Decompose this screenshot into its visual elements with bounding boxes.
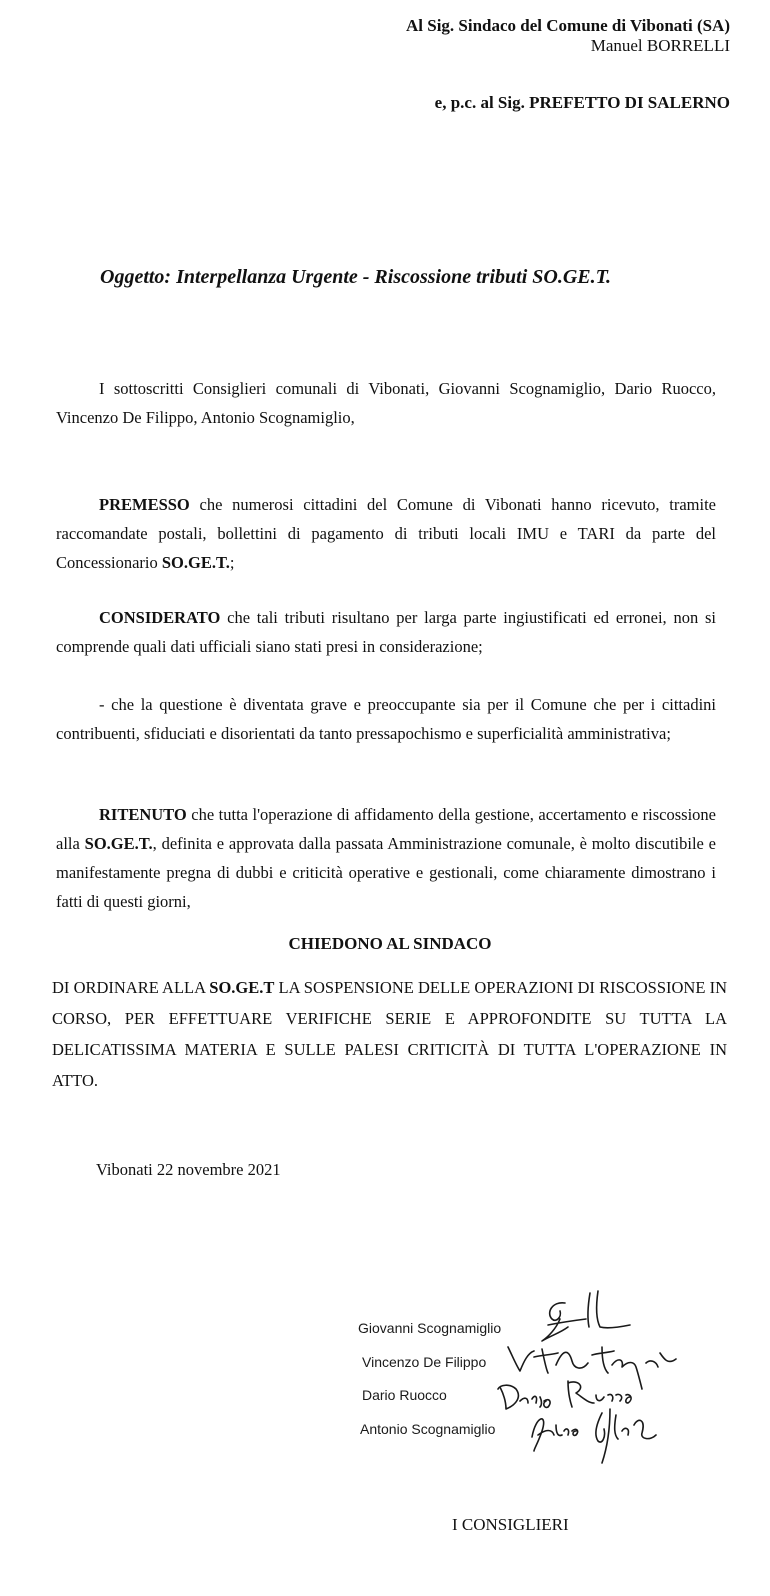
premesso-lead: PREMESSO xyxy=(99,495,190,514)
ritenuto-paragraph xyxy=(56,800,716,916)
request-text-1: DI ORDINARE ALLA xyxy=(52,978,210,997)
ritenuto-text-2: , definita e approvata dalla passata Amministrazione comunale, è molto discutibile e manifestamente pregna di dubbi e criticità operative e gestionali, come chiaramente dimostrano i fatti di questi giorni, xyxy=(56,834,716,911)
soget-mention: SO.GE.T. xyxy=(161,553,230,572)
signatory-name: Giovanni Scognamiglio xyxy=(358,1320,502,1336)
signature-giovanni xyxy=(542,1291,630,1341)
signature-vincenzo xyxy=(508,1347,676,1389)
ritenuto-text-1: che tutta l'operazione di affidamento della gestione, accertamento e riscossione alla xyxy=(56,805,716,853)
signature-dario xyxy=(498,1381,631,1409)
premesso-tail: ; xyxy=(229,553,235,572)
soget-mention: SO.GE.T. xyxy=(84,834,153,853)
request-heading: CHIEDONO AL SINDACO xyxy=(288,934,492,953)
premesso-text: che numerosi cittadini del Comune di Vibonati hanno ricevuto, tramite raccomandate postali, bollettini di pagamento di tributi locali IMU e TARI da parte del Concessionario xyxy=(56,495,716,572)
ritenuto-lead: RITENUTO xyxy=(99,805,187,824)
intro-paragraph: I sottoscritti Consiglieri comunali di Vibonati, Giovanni Scognamiglio, Dario Ruocco, Vincenzo De Filippo, Antonio Scognamiglio, xyxy=(56,379,716,427)
signature-antonio xyxy=(532,1409,656,1463)
considerato-lead: CONSIDERATO xyxy=(99,608,221,627)
cc-recipient: e, p.c. al Sig. PREFETTO DI SALERNO xyxy=(434,93,730,112)
signatory-name: Dario Ruocco xyxy=(362,1387,447,1403)
date-line: Vibonati 22 novembre 2021 xyxy=(96,1160,281,1179)
soget-mention: SO.GE.T xyxy=(209,978,275,997)
premesso-paragraph xyxy=(56,490,716,577)
recipient-name: Manuel BORRELLI xyxy=(590,36,730,55)
handwritten-signatures xyxy=(490,1285,720,1485)
closing-signature-label: I CONSIGLIERI xyxy=(452,1515,569,1534)
recipient-line: Al Sig. Sindaco del Comune di Vibonati (SA) xyxy=(405,16,730,35)
considerato-text: che tali tributi risultano per larga parte ingiustificati ed erronei, non si comprende quali dati ufficiali siano stati presi in considerazione; xyxy=(56,608,716,656)
dash-point-paragraph: - che la questione è diventata grave e preoccupante sia per il Comune che per i cittadini contribuenti, sfiduciati e disorientati da tanto pressapochismo e superficialità amministrativa; xyxy=(56,695,716,743)
signatory-name: Vincenzo De Filippo xyxy=(362,1354,487,1370)
considerato-paragraph xyxy=(56,603,716,661)
signatory-name: Antonio Scognamiglio xyxy=(360,1421,496,1437)
subject-line: Oggetto: Interpellanza Urgente - Riscossione tributi SO.GE.T. xyxy=(100,266,611,288)
request-paragraph xyxy=(52,972,727,1096)
request-text-2: LA SOSPENSIONE DELLE OPERAZIONI DI RISCOSSIONE IN CORSO, PER EFFETTUARE VERIFICHE SERIE E APPROFONDITE SU TUTTA LA DELICATISSIMA MATERIA E SULLE PALESI CRITICITÀ DI TUTTA L'OPERAZIONE IN ATTO. xyxy=(52,978,727,1090)
